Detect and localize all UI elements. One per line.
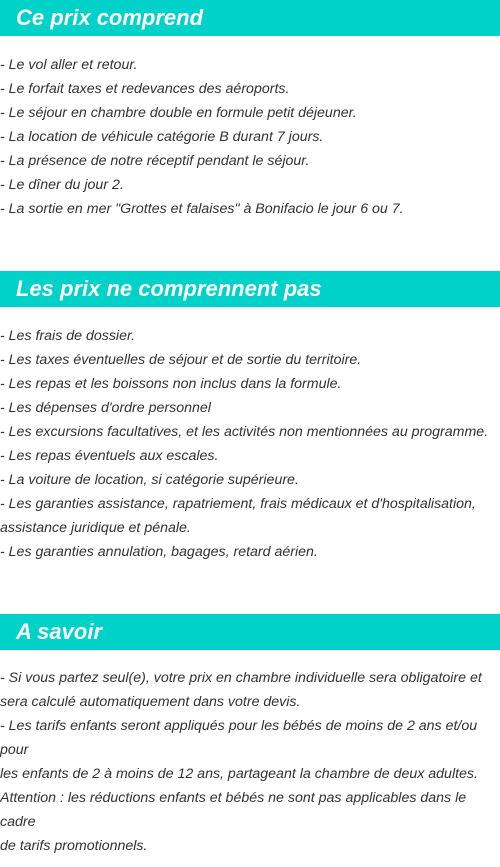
section-title: A savoir <box>16 619 103 644</box>
section-title: Ce prix comprend <box>16 5 204 30</box>
section-header <box>0 0 500 36</box>
list-item: - Les tarifs enfants seront appliqués pour les bébés de moins de 2 ans et/ou pour <box>0 718 478 758</box>
list-item: - Le vol aller et retour. <box>0 57 138 73</box>
list-item: - Les garanties assistance, rapatriement, frais médicaux et d'hospitalisation, <box>0 496 476 512</box>
list-item-continuation: les enfants de 2 à moins de 12 ans, partageant la chambre de deux adultes. <box>0 766 478 782</box>
list-item-continuation: sera calculé automatiquement dans votre devis. <box>0 694 301 710</box>
list-item: - Le dîner du jour 2. <box>0 177 124 193</box>
list-item: - Les frais de dossier. <box>0 328 136 344</box>
list-item: - La présence de notre réceptif pendant le séjour. <box>0 153 310 169</box>
section-good-to-know <box>0 614 500 858</box>
list-item-continuation: assistance juridique et pénale. <box>0 520 191 536</box>
notice-line: Attention : les réductions enfants et bébés ne sont pas applicables dans le cadre <box>0 790 467 830</box>
list-item: - Si vous partez seul(e), votre prix en chambre individuelle sera obligatoire et <box>0 670 482 686</box>
list-item: - Les garanties annulation, bagages, retard aérien. <box>0 544 318 560</box>
list-item: - Les repas éventuels aux escales. <box>0 448 219 464</box>
list-item: - Les taxes éventuelles de séjour et de sortie du territoire. <box>0 352 362 368</box>
section-price-includes <box>0 0 500 221</box>
list-item: - La sortie en mer "Grottes et falaises" à Bonifacio le jour 6 ou 7. <box>0 201 404 217</box>
notice-line-continuation: de tarifs promotionnels. <box>0 838 148 854</box>
section-header <box>0 271 500 307</box>
section-title: Les prix ne comprennent pas <box>16 276 322 301</box>
list-item: - Les repas et les boissons non inclus dans la formule. <box>0 376 342 392</box>
list-item: - Les dépenses d'ordre personnel <box>0 400 211 416</box>
list-item: - La voiture de location, si catégorie supérieure. <box>0 472 299 488</box>
item-list <box>0 666 500 858</box>
item-list <box>0 324 500 564</box>
section-price-excludes <box>0 271 500 564</box>
item-list <box>0 53 500 221</box>
section-header <box>0 614 500 650</box>
list-item: - Le séjour en chambre double en formule petit déjeuner. <box>0 105 357 121</box>
list-item: - Les excursions facultatives, et les activités non mentionnées au programme. <box>0 424 489 440</box>
list-item: - Le forfait taxes et redevances des aéroports. <box>0 81 290 97</box>
list-item: - La location de véhicule catégorie B durant 7 jours. <box>0 129 324 145</box>
